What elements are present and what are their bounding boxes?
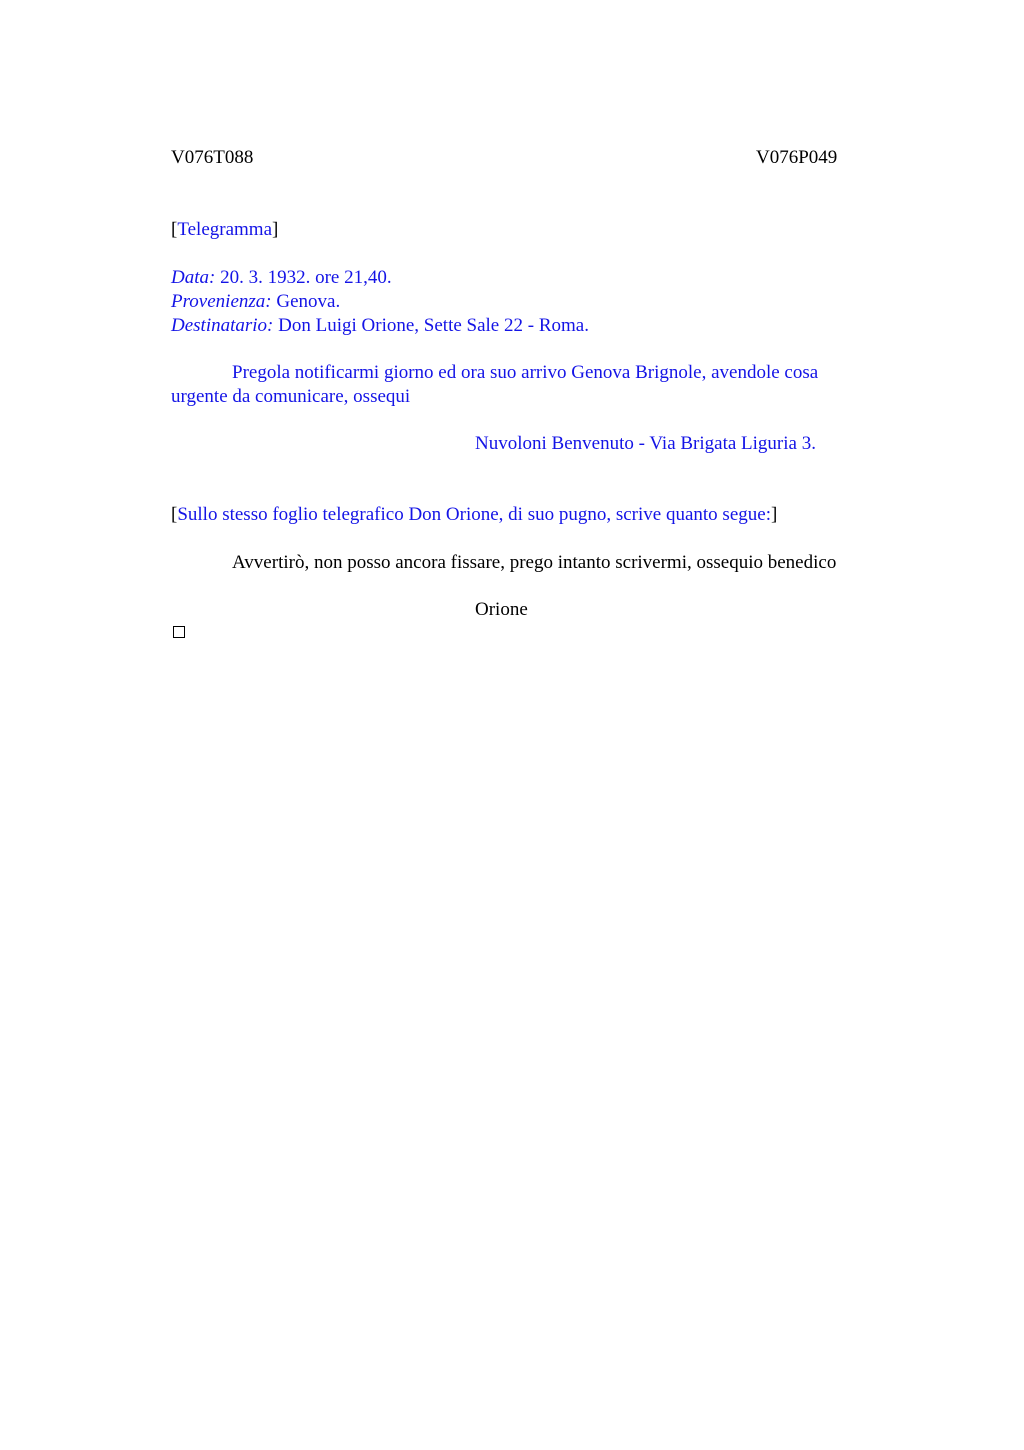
bracket-close: ]	[770, 504, 778, 525]
recipient-value: Don Luigi Orione, Sette Sale 22 - Roma.	[273, 315, 589, 336]
telegram-body-line-2: urgente da comunicare, ossequi	[171, 386, 411, 407]
date-line	[171, 266, 392, 290]
recipient-label: Destinatario:	[171, 315, 274, 336]
date-value: 20. 3. 1932. ore 21,40.	[215, 267, 392, 288]
telegram-signature: Nuvoloni Benvenuto - Via Brigata Liguria 3.	[475, 433, 816, 454]
bracket-open: [	[171, 504, 178, 525]
telegram-body-line-1: Pregola notificarmi giorno ed ora suo arrivo Genova Brignole, avendole cosa	[232, 362, 819, 383]
editorial-note	[171, 503, 777, 527]
origin-value: Genova.	[271, 291, 341, 312]
editorial-note-text: Sullo stesso foglio telegrafico Don Orione, di suo pugno, scrive quanto segue:	[177, 504, 771, 525]
telegram-label-text: Telegramma	[177, 219, 273, 240]
header-left-code: V076T088	[171, 147, 254, 168]
origin-label: Provenienza:	[171, 291, 272, 312]
reply-body: Avvertirò, non posso ancora fissare, prego intanto scrivermi, ossequio benedico	[232, 552, 837, 573]
recipient-line	[171, 314, 589, 338]
bracket-open: [	[171, 219, 178, 240]
telegram-label	[171, 218, 278, 242]
reply-signature: Orione	[475, 599, 528, 620]
checkbox-square	[173, 626, 185, 638]
origin-line	[171, 290, 340, 314]
date-label: Data:	[171, 267, 216, 288]
header-right-code: V076P049	[756, 147, 838, 168]
bracket-close: ]	[272, 219, 279, 240]
